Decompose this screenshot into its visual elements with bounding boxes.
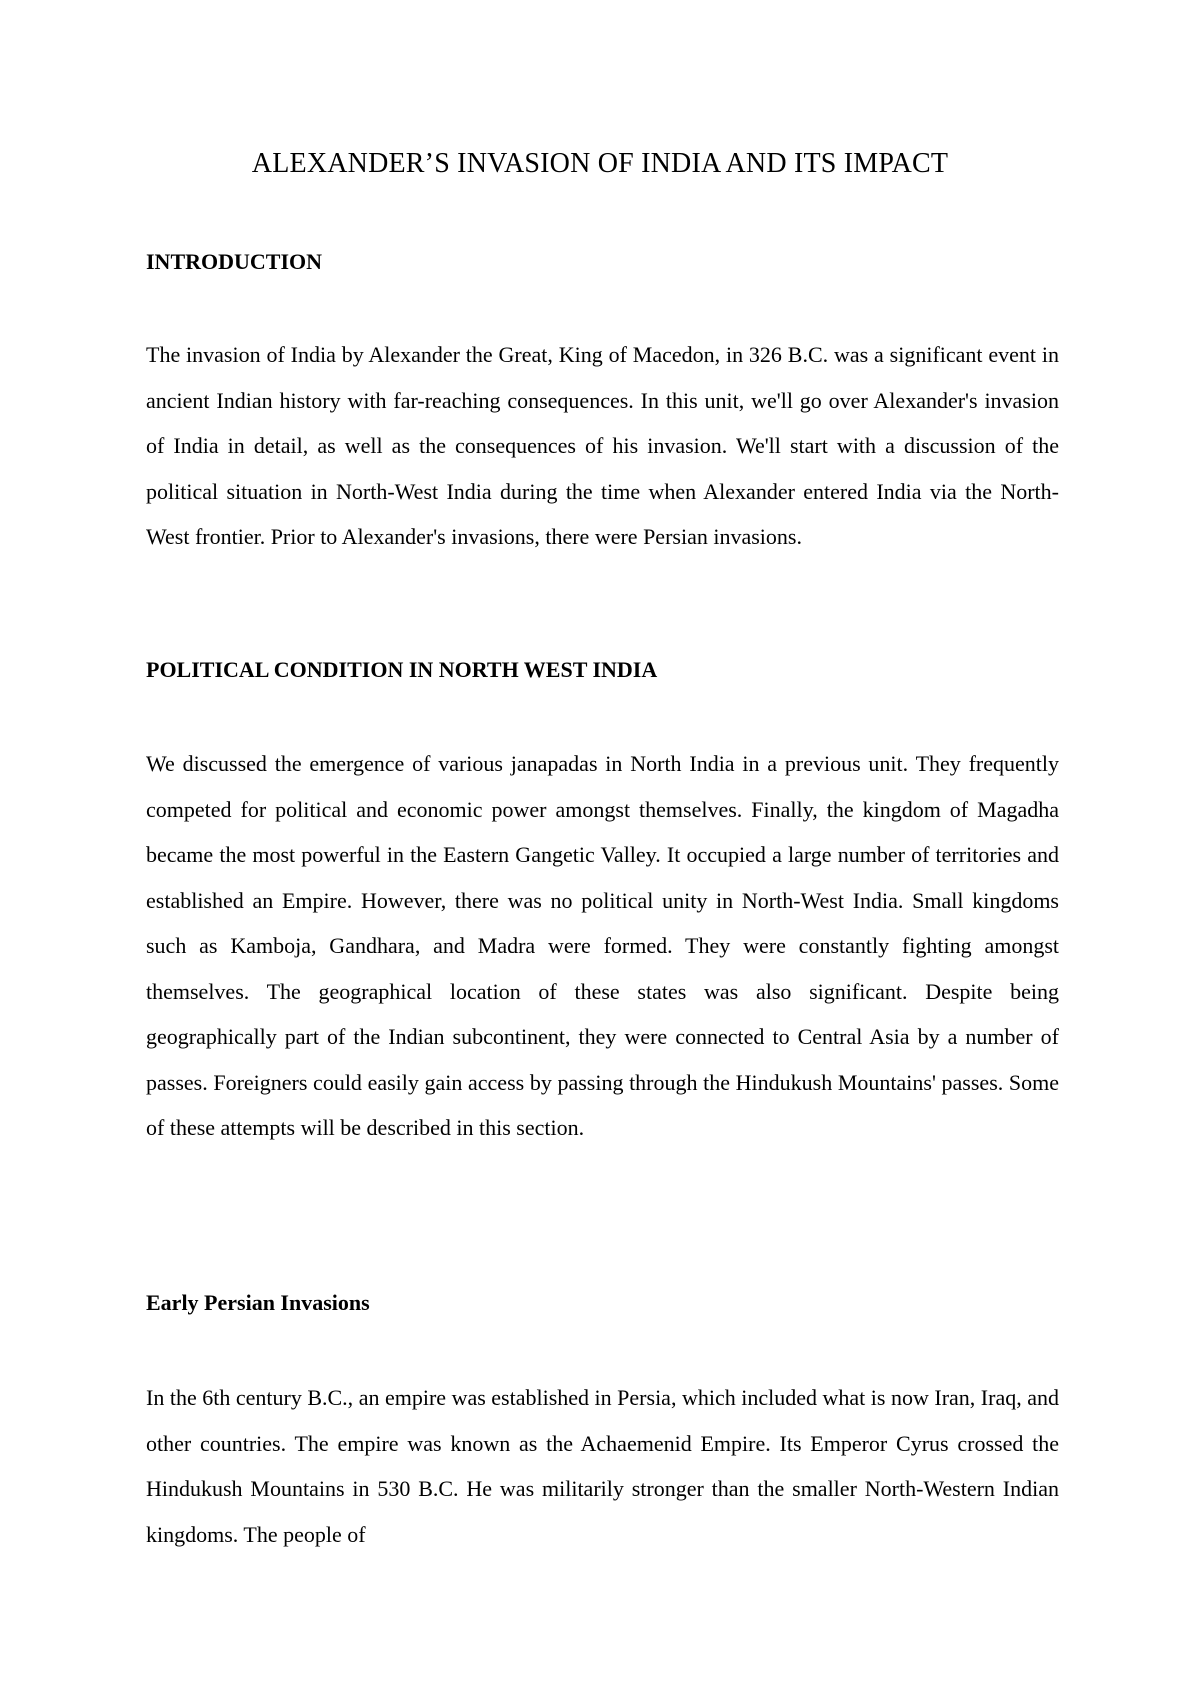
section-paragraph-introduction: The invasion of India by Alexander the Great, King of Macedon, in 326 B.C. was a significant event in ancient Indian history with far-reaching consequences. In this unit, we'll go over Alexander's invasion of India in detail, as well as the consequences of his invasion. We'll start with a discussion of the political situation in North-West India during the time when Alexander entered India via the North-West frontier. Prior to Alexander's invasions, there were Persian invasions. <box>146 342 1059 549</box>
section-heading-political-condition: POLITICAL CONDITION IN NORTH WEST INDIA <box>146 657 658 682</box>
section-heading-introduction: INTRODUCTION <box>146 249 323 274</box>
section-paragraph-early-persian-invasions: In the 6th century B.C., an empire was established in Persia, which included what is now Iran, Iraq, and other countries. The empire was known as the Achaemenid Empire. Its Emperor Cyrus crossed the Hindukush Mountains in 530 B.C. He was militarily stronger than the smaller North-Western Indian kingdoms. The people of <box>146 1385 1059 1547</box>
section-paragraph-political-condition: We discussed the emergence of various janapadas in North India in a previous unit. They frequently competed for political and economic power amongst themselves. Finally, the kingdom of Magadha became the most powerful in the Eastern Gangetic Valley. It occupied a large number of territories and established an Empire. However, there was no political unity in North-West India. Small kingdoms such as Kamboja, Gandhara, and Madra were formed. They were constantly fighting amongst themselves. The geographical location of these states was also significant. Despite being geographically part of the Indian subcontinent, they were connected to Central Asia by a number of passes. Foreigners could easily gain access by passing through the Hindukush Mountains' passes. Some of these attempts will be described in this section. <box>146 751 1059 1140</box>
page-title: ALEXANDER’S INVASION OF INDIA AND ITS IMPACT <box>251 148 949 179</box>
section-heading-early-persian-invasions: Early Persian Invasions <box>146 1290 370 1315</box>
